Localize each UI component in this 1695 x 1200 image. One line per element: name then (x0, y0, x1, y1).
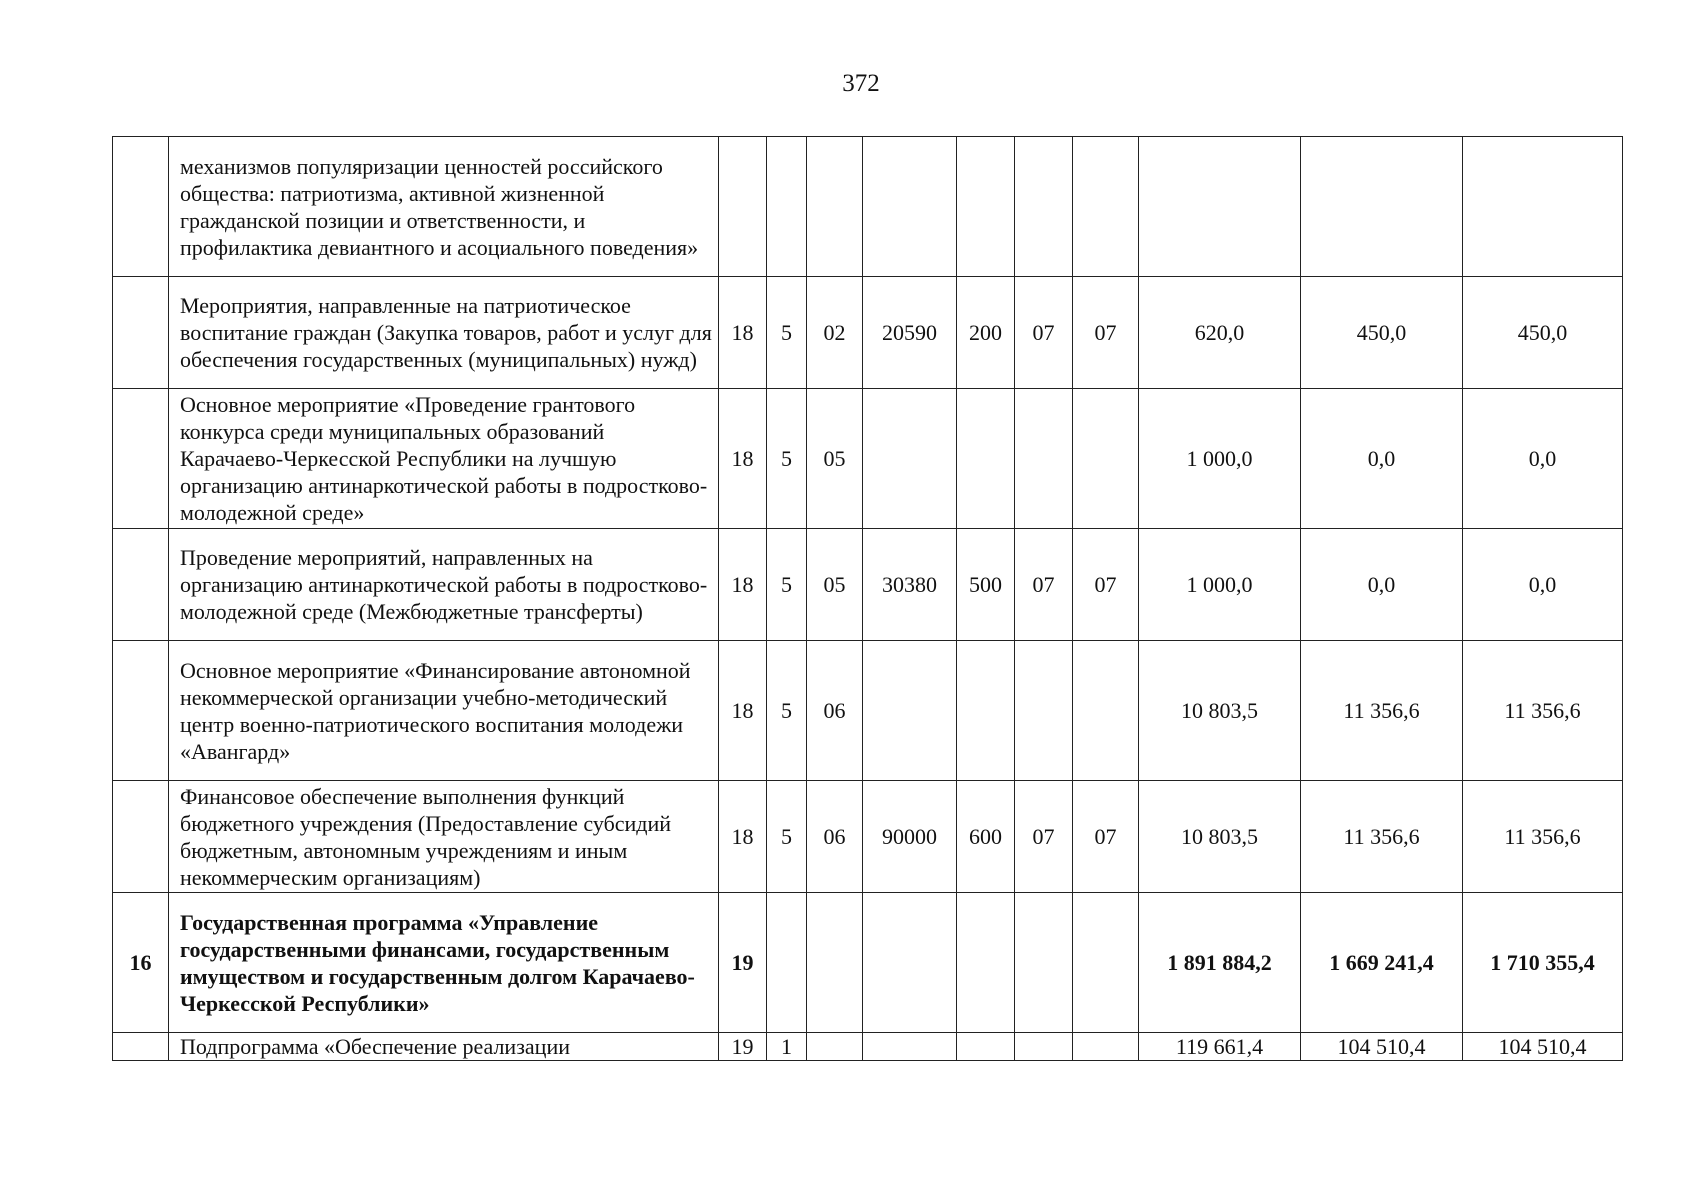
code-cell: 18 (719, 529, 767, 641)
code-cell: 07 (1073, 529, 1139, 641)
code-cell: 05 (807, 529, 863, 641)
code-cell (1073, 641, 1139, 781)
code-cell: 07 (1073, 781, 1139, 893)
code-cell: 20590 (863, 277, 957, 389)
code-cell (1015, 1033, 1073, 1061)
amount-cell: 1 891 884,2 (1139, 893, 1301, 1033)
code-cell: 19 (719, 893, 767, 1033)
table-row (113, 389, 1623, 529)
code-cell: 600 (957, 781, 1015, 893)
amount-cell: 10 803,5 (1139, 641, 1301, 781)
amount-cell: 104 510,4 (1463, 1033, 1623, 1061)
code-cell: 500 (957, 529, 1015, 641)
code-cell: 06 (807, 641, 863, 781)
code-cell: 18 (719, 641, 767, 781)
row-name: Основное мероприятие «Финансирование автономной некоммерческой организации учебно-методический центр военно-патриотического воспитания молодежи «Авангард» (169, 641, 719, 781)
amount-cell: 1 669 241,4 (1301, 893, 1463, 1033)
row-number (113, 529, 169, 641)
amount-cell: 11 356,6 (1463, 641, 1623, 781)
row-number (113, 641, 169, 781)
budget-table (112, 136, 1623, 1061)
amount-cell: 11 356,6 (1301, 641, 1463, 781)
code-cell: 5 (767, 277, 807, 389)
code-cell (957, 389, 1015, 529)
table-row (113, 137, 1623, 277)
amount-cell: 1 710 355,4 (1463, 893, 1623, 1033)
amount-cell: 10 803,5 (1139, 781, 1301, 893)
code-cell: 90000 (863, 781, 957, 893)
amount-cell (1301, 137, 1463, 277)
code-cell (1073, 1033, 1139, 1061)
code-cell: 07 (1015, 529, 1073, 641)
row-name: Финансовое обеспечение выполнения функций бюджетного учреждения (Предоставление субсидий бюджетным, автономным учреждениям и иным некоммерческим организациям) (169, 781, 719, 893)
code-cell (957, 1033, 1015, 1061)
code-cell (863, 389, 957, 529)
code-cell: 05 (807, 389, 863, 529)
code-cell (863, 641, 957, 781)
amount-cell: 1 000,0 (1139, 389, 1301, 529)
table-row (113, 641, 1623, 781)
row-number (113, 389, 169, 529)
code-cell: 02 (807, 277, 863, 389)
code-cell (1015, 641, 1073, 781)
code-cell (1073, 137, 1139, 277)
row-number: 16 (113, 893, 169, 1033)
code-cell (957, 893, 1015, 1033)
code-cell: 5 (767, 781, 807, 893)
amount-cell: 1 000,0 (1139, 529, 1301, 641)
code-cell (1015, 893, 1073, 1033)
code-cell (863, 137, 957, 277)
amount-cell: 11 356,6 (1301, 781, 1463, 893)
code-cell: 30380 (863, 529, 957, 641)
page-number: 372 (842, 70, 880, 97)
table-row (113, 529, 1623, 641)
table-row (113, 1033, 1623, 1061)
amount-cell: 450,0 (1463, 277, 1623, 389)
code-cell: 18 (719, 277, 767, 389)
code-cell: 07 (1015, 277, 1073, 389)
amount-cell: 0,0 (1463, 389, 1623, 529)
row-number (113, 781, 169, 893)
code-cell (807, 137, 863, 277)
row-name: Мероприятия, направленные на патриотическое воспитание граждан (Закупка товаров, работ и услуг для обеспечения государственных (муниципальных) нужд) (169, 277, 719, 389)
code-cell (863, 1033, 957, 1061)
amount-cell: 620,0 (1139, 277, 1301, 389)
row-number (113, 137, 169, 277)
code-cell (767, 137, 807, 277)
code-cell (863, 893, 957, 1033)
row-name: Проведение мероприятий, направленных на организацию антинаркотической работы в подростково-молодежной среде (Межбюджетные трансферты) (169, 529, 719, 641)
amount-cell: 119 661,4 (1139, 1033, 1301, 1061)
code-cell (957, 641, 1015, 781)
code-cell (1015, 137, 1073, 277)
code-cell: 07 (1015, 781, 1073, 893)
table-row (113, 893, 1623, 1033)
amount-cell: 450,0 (1301, 277, 1463, 389)
code-cell: 06 (807, 781, 863, 893)
amount-cell: 0,0 (1301, 389, 1463, 529)
row-name: Основное мероприятие «Проведение грантового конкурса среди муниципальных образований Карачаево-Черкесской Республики на лучшую организацию антинаркотической работы в подростково-молодежной среде» (169, 389, 719, 529)
code-cell (1073, 893, 1139, 1033)
code-cell: 5 (767, 641, 807, 781)
code-cell: 19 (719, 1033, 767, 1061)
row-name: Государственная программа «Управление государственными финансами, государственным имуществом и государственным долгом Карачаево-Черкесской Республики» (169, 893, 719, 1033)
table-row (113, 781, 1623, 893)
code-cell: 5 (767, 529, 807, 641)
amount-cell: 0,0 (1463, 529, 1623, 641)
amount-cell: 0,0 (1301, 529, 1463, 641)
table-row (113, 277, 1623, 389)
code-cell: 18 (719, 781, 767, 893)
row-number (113, 277, 169, 389)
amount-cell: 104 510,4 (1301, 1033, 1463, 1061)
code-cell (1073, 389, 1139, 529)
row-name: механизмов популяризации ценностей российского общества: патриотизма, активной жизненной гражданской позиции и ответственности, и профилактика девиантного и асоциального поведения» (169, 137, 719, 277)
code-cell (807, 1033, 863, 1061)
code-cell: 5 (767, 389, 807, 529)
code-cell (719, 137, 767, 277)
amount-cell: 11 356,6 (1463, 781, 1623, 893)
code-cell (807, 893, 863, 1033)
code-cell: 07 (1073, 277, 1139, 389)
code-cell (957, 137, 1015, 277)
amount-cell (1139, 137, 1301, 277)
code-cell (1015, 389, 1073, 529)
code-cell (767, 893, 807, 1033)
amount-cell (1463, 137, 1623, 277)
code-cell: 1 (767, 1033, 807, 1061)
row-number (113, 1033, 169, 1061)
code-cell: 18 (719, 389, 767, 529)
row-name: Подпрограмма «Обеспечение реализации (169, 1033, 719, 1061)
code-cell: 200 (957, 277, 1015, 389)
